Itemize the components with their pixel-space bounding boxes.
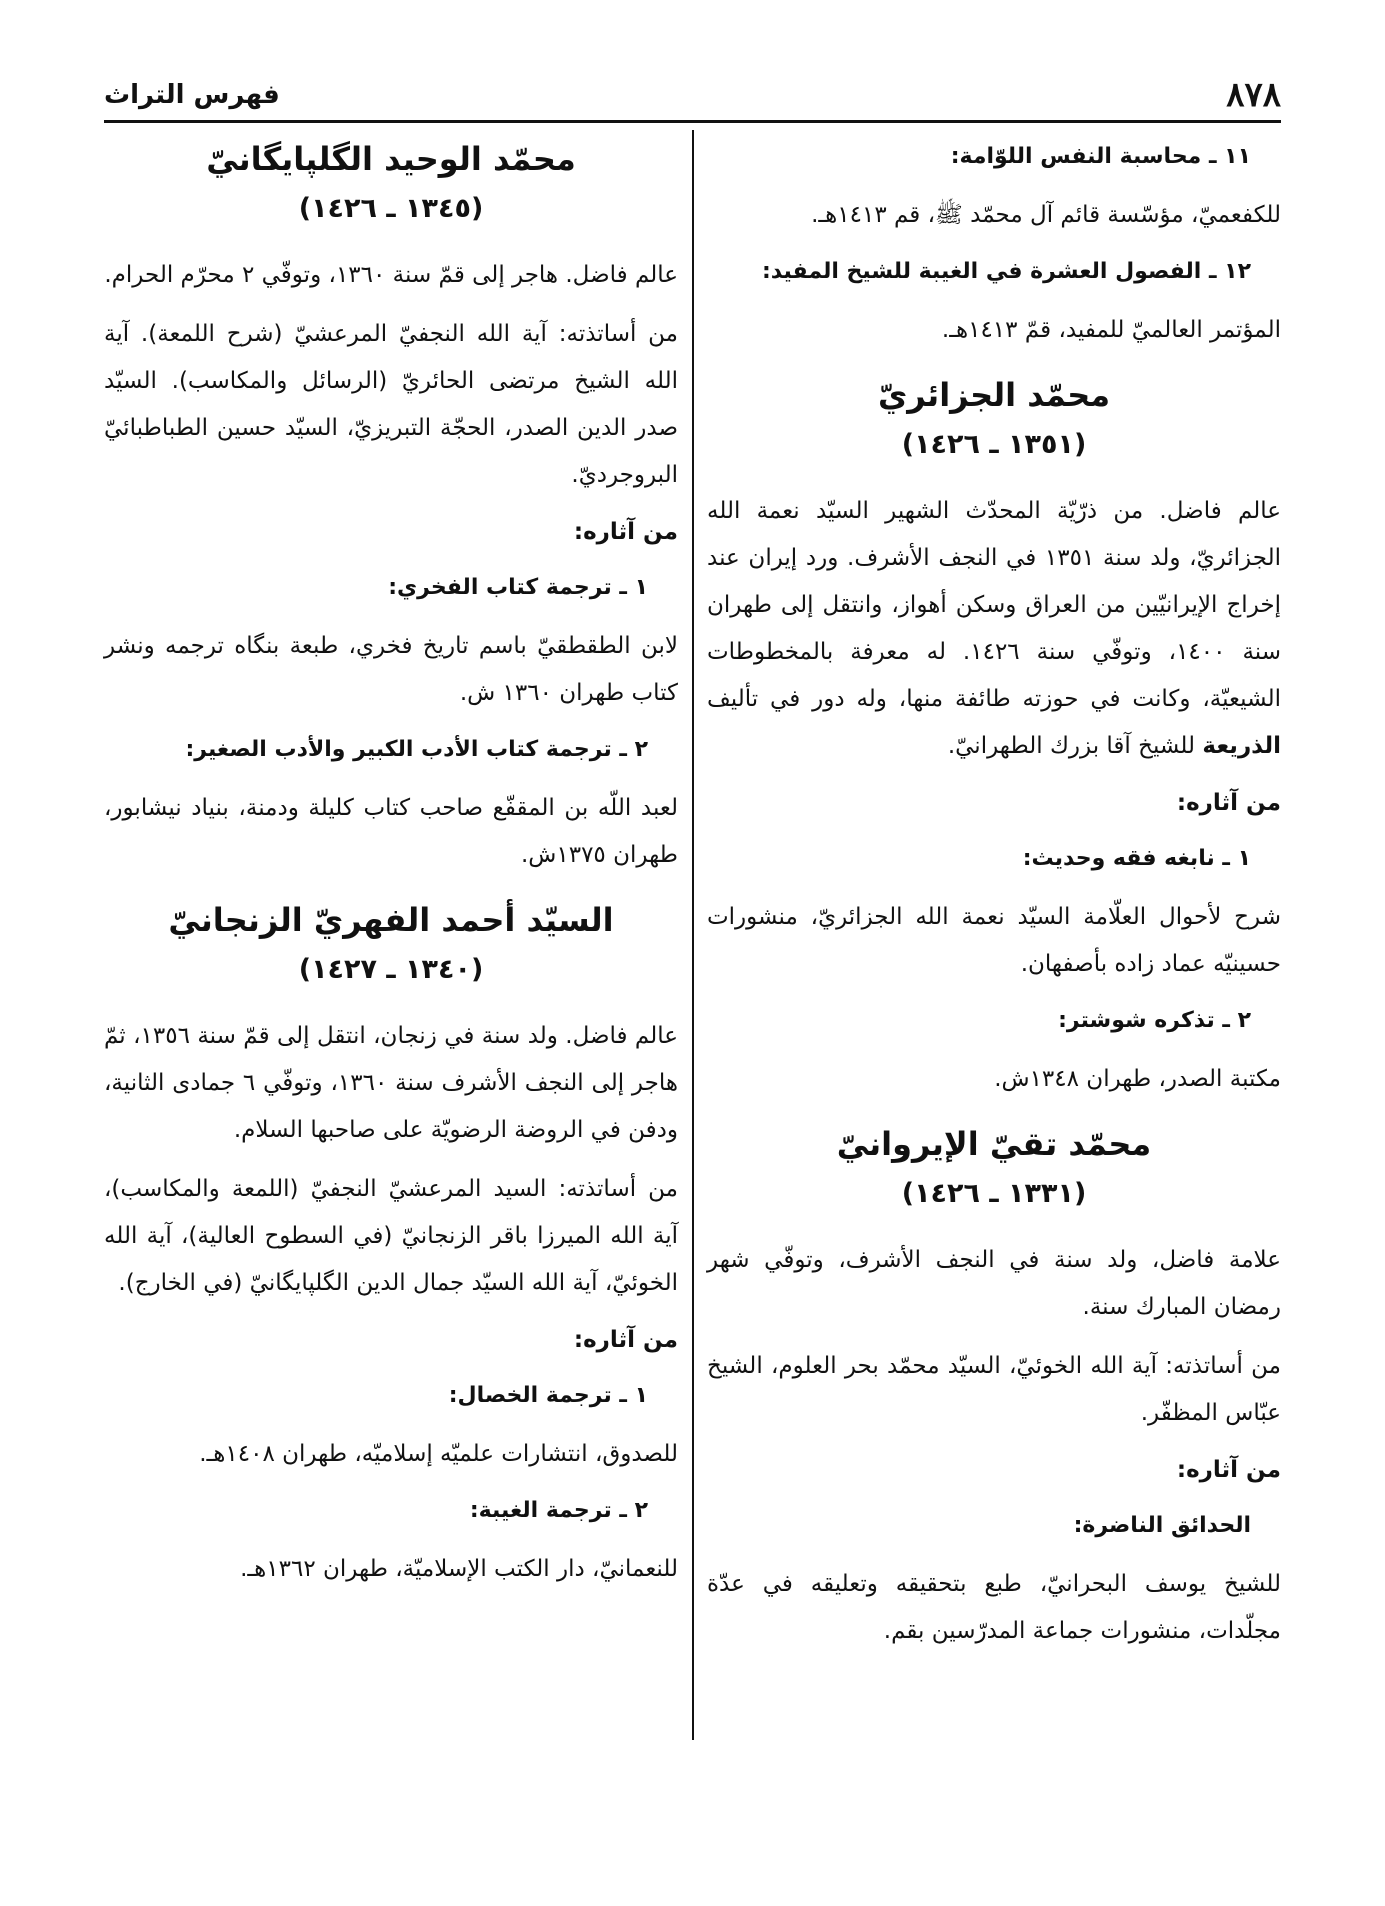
work-text: للصدوق، انتشارات علميّه إسلاميّه، طهران ١٤٠٨هـ. bbox=[199, 1441, 678, 1467]
work-text: مكتبة الصدر، طهران ١٣٤٨ش. bbox=[994, 1066, 1281, 1092]
item-12-text: المؤتمر العالميّ للمفيد، قمّ ١٤١٣هـ. bbox=[941, 317, 1281, 343]
entry-bio-zanjani: عالم فاضل. ولد سنة في زنجان، انتقل إلى قمّ سنة ١٣٥٦، ثمّ هاجر إلى النجف الأشرف سنة ١٣٦٠، وتوفّي ٦ جمادى الثانية، ودفن في الروضة الرضويّة على صاحبها السلام. bbox=[104, 1023, 678, 1143]
works-label: من آثاره: bbox=[1176, 790, 1281, 816]
entry-name-iravani: محمّد تقيّ الإيروانيّ bbox=[836, 1125, 1152, 1163]
entry-bio-jazairi bbox=[707, 488, 1281, 770]
bio-book-title: الذريعة bbox=[1202, 733, 1281, 759]
entry-name-golpayegani: محمّد الوحيد الگلپايگانيّ bbox=[206, 140, 576, 178]
work-title: ٢ ـ تذكره شوشتر: bbox=[1058, 1008, 1251, 1033]
item-11-title: ١١ ـ محاسبة النفس اللوّامة: bbox=[950, 144, 1251, 169]
work-text: للنعمانيّ، دار الكتب الإسلاميّة، طهران ١٣٦٢هـ. bbox=[240, 1556, 678, 1582]
work-title: ١ ـ ترجمة الخصال: bbox=[448, 1383, 648, 1408]
works-label: من آثاره: bbox=[573, 519, 678, 545]
works-label: من آثاره: bbox=[1176, 1457, 1281, 1483]
entry-name-zanjani: السيّد أحمد الفهريّ الزنجانيّ bbox=[168, 901, 614, 939]
work-text: لابن الطقطقيّ باسم تاريخ فخري، طبعة بنگاه ترجمه ونشر كتاب طهران ١٣٦٠ ش. bbox=[104, 633, 678, 706]
book-title: فهرس التراث bbox=[104, 80, 280, 110]
bio-text-part1: عالم فاضل. من ذرّيّة المحدّث الشهير السيّد نعمة الله الجزائريّ، ولد سنة ١٣٥١ في النجف الأشرف. ورد إيران عند إخراج الإيرانيّين من العراق وسكن أهواز، وانتقل إلى طهران سنة ١٤٠٠، وتوفّي سنة ١٤٢٦. له معرفة بالمخطوطات الشيعيّة، وكانت في حوزته طائفة منها، وله دور في تأليف bbox=[707, 498, 1281, 712]
entry-bio-iravani: علامة فاضل، ولد سنة في النجف الأشرف، وتوفّي شهر رمضان المبارك سنة. bbox=[707, 1247, 1281, 1320]
entry-dates-iravani bbox=[707, 1171, 1281, 1217]
entry-teachers-iravani: من أساتذته: آية الله الخوئيّ، السيّد محمّد بحر العلوم، الشيخ عبّاس المظفّر. bbox=[707, 1353, 1281, 1426]
page-number: ٨٧٨ bbox=[1226, 75, 1281, 115]
running-head bbox=[104, 70, 1281, 120]
entry-dates-golpayegani bbox=[104, 186, 678, 232]
column-divider bbox=[692, 130, 694, 1740]
work-text: لعبد اللّه بن المقفّع صاحب كتاب كليلة ودمنة، بنياد نيشابور، طهران ١٣٧٥ش. bbox=[104, 795, 678, 868]
work-title: ٢ ـ ترجمة كتاب الأدب الكبير والأدب الصغير: bbox=[185, 737, 648, 762]
works-label: من آثاره: bbox=[573, 1327, 678, 1353]
entry-name-jazairi: محمّد الجزائريّ bbox=[877, 376, 1111, 414]
work-text: شرح لأحوال العلّامة السيّد نعمة الله الجزائريّ، منشورات حسينيّه عماد زاده بأصفهان. bbox=[707, 904, 1281, 977]
item-12-title: ١٢ ـ الفصول العشرة في الغيبة للشيخ المفيد: bbox=[762, 259, 1251, 284]
entry-dates-jazairi bbox=[707, 422, 1281, 468]
entry-bio-golpayegani: عالم فاضل. هاجر إلى قمّ سنة ١٣٦٠، وتوفّي ٢ محرّم الحرام. bbox=[104, 262, 678, 288]
bio-text-part2: للشيخ آقا بزرك الطهرانيّ. bbox=[947, 733, 1196, 759]
work-title: ١ ـ نابغه فقه وحديث: bbox=[1022, 846, 1251, 871]
dates-text: (١٣٤٥ ـ ١٤٢٦) bbox=[298, 193, 484, 224]
entry-teachers-golpayegani: من أساتذته: آية الله النجفيّ المرعشيّ (شرح اللمعة). آية الله الشيخ مرتضى الحائريّ (الرسائل والمكاسب). السيّد صدر الدين الصدر، الحجّة التبريزيّ، السيّد حسين الطباطبائيّ البروجرديّ. bbox=[104, 321, 678, 488]
dates-text: (١٣٤٠ ـ ١٤٢٧) bbox=[298, 954, 484, 985]
dates-text: (١٣٣١ ـ ١٤٢٦) bbox=[901, 1178, 1087, 1209]
work-title: ١ ـ ترجمة كتاب الفخري: bbox=[388, 575, 648, 600]
dates-text: (١٣٥١ ـ ١٤٢٦) bbox=[901, 429, 1087, 460]
work-title: الحدائق الناضرة: bbox=[1073, 1513, 1251, 1538]
entry-teachers-zanjani: من أساتذته: السيد المرعشيّ النجفيّ (اللمعة والمكاسب)، آية الله الميرزا باقر الزنجانيّ (في السطوح العالية)، آية الله الخوئيّ، آية الله السيّد جمال الدين الگلپايگانيّ (في الخارج). bbox=[104, 1176, 678, 1296]
right-column bbox=[707, 136, 1281, 1667]
left-column bbox=[104, 136, 678, 1605]
item-11-text: للكفعميّ، مؤسّسة قائم آل محمّد ﷺ، قم ١٤١٣هـ. bbox=[811, 202, 1281, 228]
entry-dates-zanjani bbox=[104, 947, 678, 993]
work-title: ٢ ـ ترجمة الغيبة: bbox=[469, 1498, 648, 1523]
header-rule bbox=[104, 120, 1281, 123]
work-text: للشيخ يوسف البحرانيّ، طبع بتحقيقه وتعليقه في عدّة مجلّدات، منشورات جماعة المدرّسين بقم. bbox=[707, 1571, 1281, 1644]
